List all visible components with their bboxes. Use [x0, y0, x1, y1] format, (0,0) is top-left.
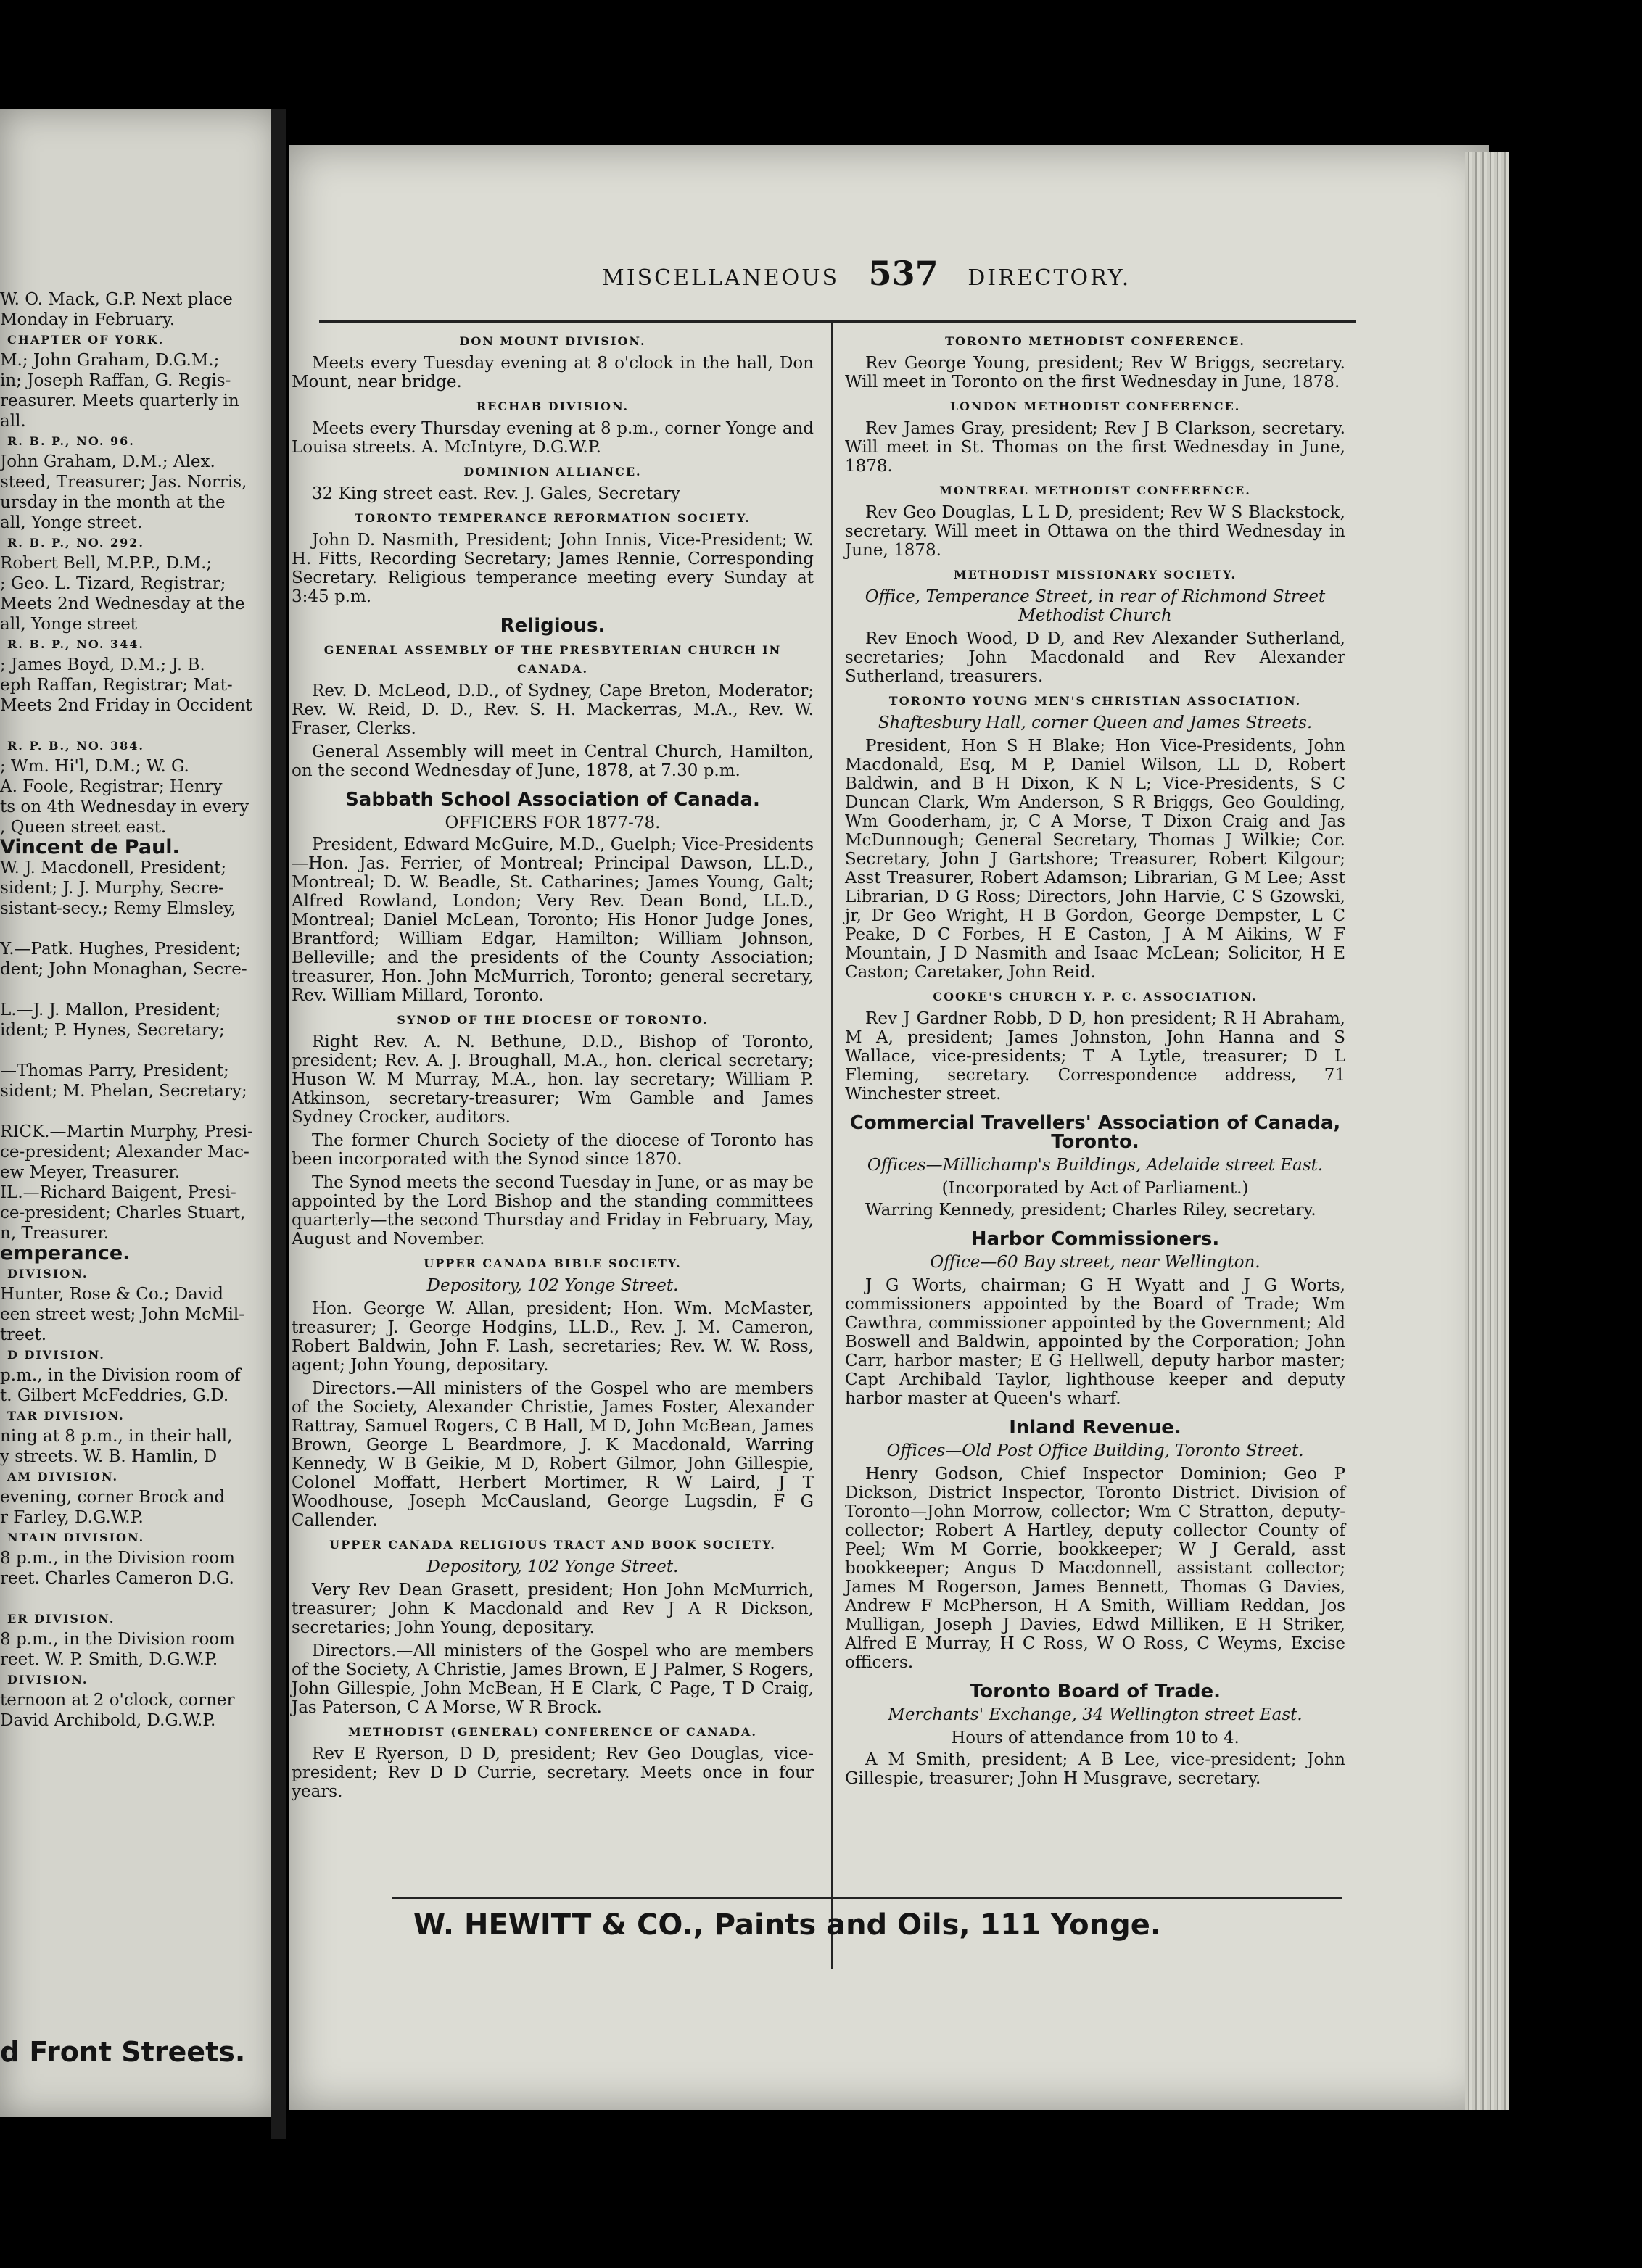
strip-line: r Farley, D.G.W.P. [0, 1508, 144, 1527]
entry-paragraph: A M Smith, president; A B Lee, vice-president; John Gillespie, treasurer; John H Musgrave, secretary. [845, 1750, 1345, 1788]
strip-line [0, 1102, 276, 1121]
header-left: MISCELLANEOUS [602, 265, 840, 291]
strip-line: ursday in the month at the [0, 493, 226, 512]
entry-paragraph: Warring Kennedy, president; Charles Riley, secretary. [865, 1201, 1316, 1220]
address-line: Depository, 102 Yonge Street. [426, 1557, 679, 1576]
strip-heading: TAR DIVISION. [7, 1409, 125, 1423]
entry-paragraph: Hon. George W. Allan, president; Hon. Wm. McMaster, treasurer; J. George Hodgins, LL.D., Rev. J. M. Cameron, Robert Baldwin, John F. Lash, secretaries; Rev. W. W. Ross, agent; John Young, depositary. [292, 1299, 814, 1375]
strip-heading: DIVISION. [7, 1267, 88, 1280]
address-line: Offices—Millichamp's Buildings, Adelaide street East. [867, 1156, 1324, 1175]
header-rule [319, 320, 1356, 323]
address-line: Offices—Old Post Office Building, Toronto Street. [886, 1441, 1304, 1460]
centered-note: OFFICERS FOR 1877-78. [445, 814, 661, 832]
strip-line [0, 1041, 276, 1060]
entry-paragraph: Rev Geo Douglas, L L D, president; Rev W S Blackstock, secretary. Will meet in Ottawa on the third Wednesday in June, 1878. [845, 503, 1345, 560]
strip-line: L.—J. J. Mallon, President; [0, 1001, 221, 1019]
main-heading: Religious. [500, 615, 606, 637]
strip-line: treet. [0, 1325, 47, 1344]
section-heading: DON MOUNT DIVISION. [459, 334, 646, 348]
entry-paragraph: Rev J Gardner Robb, D D, hon president; R H Abraham, M A, president; James Johnston, John Hanna and S Wallace, vice-presidents; T A Lytle, treasurer; D L Fleming, secretary. Correspondence address, 71 Winchester street. [845, 1009, 1345, 1104]
entry-paragraph: The Synod meets the second Tuesday in June, or as may be appointed by the Lord Bishop and the standing committees quarterly—the second Thursday and Friday in February, May, August and November. [292, 1173, 814, 1249]
strip-line: Monday in February. [0, 310, 176, 329]
strip-heading: NTAIN DIVISION. [7, 1531, 145, 1544]
entry-paragraph: Rev. D. McLeod, D.D., of Sydney, Cape Breton, Moderator; Rev. W. Reid, D. D., Rev. S. H. Mackerras, M.A., Rev. W. Fraser, Clerks. [292, 682, 814, 738]
advertisement-footer: W. HEWITT & CO., Paints and Oils, 111 Yonge. [413, 1908, 1162, 1942]
strip-line [0, 716, 276, 735]
strip-line: RICK.—Martin Murphy, Presi- [0, 1122, 253, 1141]
page-header [602, 254, 1131, 293]
strip-line: W. O. Mack, G.P. Next place [0, 290, 233, 309]
centered-note: (Incorporated by Act of Parliament.) [941, 1179, 1249, 1198]
section-heading: TORONTO METHODIST CONFERENCE. [945, 334, 1245, 348]
main-heading: Commercial Travellers' Association of Canada, Toronto. [849, 1112, 1341, 1153]
address-line: Office, Temperance Street, in rear of Richmond Street Methodist Church [865, 587, 1326, 625]
strip-line: sident; M. Phelan, Secretary; [0, 1082, 247, 1101]
entry-paragraph: President, Hon S H Blake; Hon Vice-Presidents, John Macdonald, Esq, M P, Daniel Wilson, LL D, Robert Baldwin, and B H Dixon, K N L; Vice-Presidents, S C Duncan Clark, Wm Anderson, S R Briggs, Geo Goulding, Wm Gooderham, jr, C A Morse, T Dixon Craig and Jas McDunnough; General Secretary, Thomas J Wilkie; Cor. Secretary, John J Gartshore; Treasurer, Robert Kilgour; Asst Treasurer, Robert Adamson; Librarian, G M Lee; Asst Librarian, D G Ross; Directors, John Harvie, C S Gzowski, jr, Dr Geo Wright, H B Gordon, George Dempster, L C Peake, D C Forbes, H E Caston, J A M Aikins, W F Mountain, J D Nasmith and Isaac McLean; Solicitor, H E Caston; Caretaker, John Reid. [845, 737, 1345, 982]
entry-paragraph: Very Rev Dean Grasett, president; Hon John McMurrich, treasurer; John K Macdonald and Rev J A R Dickson, secretaries; John Young, depositary. [292, 1581, 814, 1637]
strip-line: Meets 2nd Friday in Occident [0, 696, 252, 715]
strip-line [0, 980, 276, 999]
strip-main-heading: emperance. [0, 1242, 131, 1265]
strip-line: sident; J. J. Murphy, Secre- [0, 879, 224, 898]
strip-line: 8 p.m., in the Division room [0, 1549, 235, 1568]
strip-line: all, Yonge street [0, 615, 138, 634]
entry-paragraph: Henry Godson, Chief Inspector Dominion; Geo P Dickson, District Inspector, Toronto District. Division of Toronto—John Morrow, collector; Wm C Stratton, deputy-collector; Robert A Hartley, deputy collector County of Peel; Wm M Gorrie, bookkeeper; W J Gerald, asst bookkeeper; Angus D Macdonnell, assistant collector; James M Rogerson, James Bennett, Thomas G Davies, Andrew F McPherson, H A Smith, William Reddan, Jos Mulligan, Joseph J Davies, Edwd Milliken, E H Striker, Alfred E Murray, H C Ross, W O Ross, C Weyms, Excise officers. [845, 1465, 1345, 1672]
adjacent-page-footer: d Front Streets. [0, 2036, 246, 2068]
section-heading: UPPER CANADA RELIGIOUS TRACT AND BOOK SOCIETY. [329, 1538, 776, 1552]
book-gutter [271, 109, 286, 2139]
section-heading: METHODIST (GENERAL) CONFERENCE OF CANADA. [348, 1725, 757, 1739]
strip-line: IL.—Richard Baigent, Presi- [0, 1183, 236, 1202]
header-right: DIRECTORY. [968, 265, 1131, 291]
entry-paragraph: Rev Enoch Wood, D D, and Rev Alexander Sutherland, secretaries; John Macdonald and Rev Alexander Sutherland, treasurers. [845, 629, 1345, 686]
strip-line: ternoon at 2 o'clock, corner [0, 1691, 235, 1710]
adjacent-page-text [0, 290, 276, 1731]
column-divider [831, 323, 833, 1969]
footer-rule [392, 1897, 1342, 1899]
strip-line: ning at 8 p.m., in their hall, [0, 1427, 233, 1446]
entry-paragraph: Meets every Tuesday evening at 8 o'clock in the hall, Don Mount, near bridge. [292, 354, 814, 392]
strip-line: in; Joseph Raffan, G. Regis- [0, 371, 231, 390]
section-heading: UPPER CANADA BIBLE SOCIETY. [424, 1257, 682, 1270]
strip-line: Y.—Patk. Hughes, President; [0, 940, 242, 959]
centered-note: Hours of attendance from 10 to 4. [951, 1729, 1239, 1747]
strip-line: een street west; John McMil- [0, 1305, 245, 1324]
address-line: Merchants' Exchange, 34 Wellington street East. [888, 1705, 1303, 1724]
strip-line: all, Yonge street. [0, 513, 143, 532]
strip-main-heading: Vincent de Paul. [0, 836, 180, 858]
page-number: 537 [868, 254, 938, 293]
page-edges [1465, 152, 1509, 2110]
entry-paragraph: Meets every Thursday evening at 8 p.m., corner Yonge and Louisa streets. A. McIntyre, D.G.W.P. [292, 419, 814, 457]
section-heading: LONDON METHODIST CONFERENCE. [949, 400, 1241, 413]
strip-line [0, 1589, 276, 1608]
main-heading: Inland Revenue. [1009, 1417, 1181, 1439]
strip-line: t. Gilbert McFeddries, G.D. [0, 1386, 229, 1405]
strip-line: reet. W. P. Smith, D.G.W.P. [0, 1650, 218, 1669]
strip-line: reet. Charles Cameron D.G. [0, 1569, 234, 1588]
strip-heading: R. P. B., NO. 384. [7, 739, 144, 753]
strip-line: Robert Bell, M.P.P., D.M.; [0, 554, 213, 573]
strip-line: —Thomas Parry, President; [0, 1061, 229, 1080]
strip-line: David Archibold, D.G.W.P. [0, 1711, 216, 1730]
address-line: Depository, 102 Yonge Street. [426, 1276, 679, 1295]
strip-line: 8 p.m., in the Division room [0, 1630, 235, 1649]
strip-line: ; James Boyd, D.M.; J. B. [0, 655, 205, 674]
strip-line: reasurer. Meets quarterly in [0, 392, 239, 410]
strip-line: W. J. Macdonell, President; [0, 858, 227, 877]
address-line: Office—60 Bay street, near Wellington. [930, 1253, 1261, 1272]
entry-paragraph: General Assembly will meet in Central Church, Hamilton, on the second Wednesday of June, 1878, at 7.30 p.m. [292, 742, 814, 780]
main-heading: Sabbath School Association of Canada. [345, 789, 760, 811]
section-heading: METHODIST MISSIONARY SOCIETY. [953, 568, 1237, 582]
section-heading: DOMINION ALLIANCE. [463, 465, 642, 479]
strip-line: p.m., in the Division room of [0, 1366, 241, 1385]
strip-heading: R. B. P., NO. 292. [7, 536, 144, 550]
strip-line: n, Treasurer. [0, 1224, 110, 1243]
strip-heading: DIVISION. [7, 1673, 88, 1686]
strip-line: John Graham, D.M.; Alex. [0, 452, 215, 471]
entry-paragraph: Directors.—All ministers of the Gospel who are members of the Society, Alexander Christie, James Foster, Alexander Rattray, Samuel Rogers, C B Hall, M D, John McBean, James Brown, George L Beardmore, J. K Macdonald, Warring Kennedy, W B Geikie, M D, Robert Gilmor, John Gillespie, Colonel Moffatt, Herbert Mortimer, R W Laird, J T Woodhouse, Joseph McCausland, George Lugsdin, F G Callender. [292, 1379, 814, 1530]
strip-line: ce-president; Charles Stuart, [0, 1204, 246, 1222]
adjacent-page-strip [0, 109, 279, 2117]
strip-heading: R. B. P., NO. 96. [7, 434, 135, 448]
strip-heading: R. B. P., NO. 344. [7, 637, 144, 651]
strip-heading: ER DIVISION. [7, 1612, 115, 1626]
strip-line: ew Meyer, Treasurer. [0, 1163, 181, 1182]
strip-line: y streets. W. B. Hamlin, D [0, 1447, 218, 1466]
strip-line: eph Raffan, Registrar; Mat- [0, 676, 233, 695]
strip-line: sistant-secy.; Remy Elmsley, [0, 899, 236, 918]
section-heading: RECHAB DIVISION. [476, 400, 630, 413]
strip-line: evening, corner Brock and [0, 1488, 226, 1507]
entry-paragraph: Rev James Gray, president; Rev J B Clarkson, secretary. Will meet in St. Thomas on the first Wednesday in June, 1878. [845, 419, 1345, 476]
right-column [845, 326, 1345, 1792]
entry-paragraph: President, Edward McGuire, M.D., Guelph; Vice-Presidents—Hon. Jas. Ferrier, of Montreal; Principal Dawson, LL.D., Montreal; D. W. Beadle, St. Catharines; James Young, Galt; Alfred Rowland, London; Very Rev. Dean Bond, LL.D., Montreal; Daniel McLean, Toronto; His Honor Judge Jones, Brantford; William Edgar, Hamilton; William Johnson, Belleville; and the presidents of the County Association; treasurer, Hon. John McMurrich, Toronto; general secretary, Rev. William Millard, Toronto. [292, 835, 814, 1005]
section-heading: SYNOD OF THE DIOCESE OF TORONTO. [397, 1013, 709, 1027]
strip-line: all. [0, 412, 26, 431]
entry-paragraph: Rev George Young, president; Rev W Briggs, secretary. Will meet in Toronto on the first Wednesday in June, 1878. [845, 354, 1345, 392]
strip-line: M.; John Graham, D.G.M.; [0, 351, 220, 370]
section-heading: MONTREAL METHODIST CONFERENCE. [939, 484, 1251, 497]
entry-paragraph: J G Worts, chairman; G H Wyatt and J G Worts, commissioners appointed by the Board of Trade; Wm Cawthra, commissioner appointed by the Government; Ald Boswell and Baldwin, appointed by the Corporation; John Carr, harbor master; E G Hellwell, deputy harbor master; Capt Archibald Taylor, lighthouse keeper and deputy harbor master at Queen's wharf. [845, 1276, 1345, 1408]
section-heading: COOKE'S CHURCH Y. P. C. ASSOCIATION. [933, 990, 1258, 1003]
strip-line: ts on 4th Wednesday in every [0, 798, 249, 816]
entry-paragraph: John D. Nasmith, President; John Innis, Vice-President; W. H. Fitts, Recording Secretary; James Rennie, Corresponding Secretary. Religious temperance meeting every Sunday at 3:45 p.m. [292, 531, 814, 606]
section-heading: TORONTO YOUNG MEN'S CHRISTIAN ASSOCIATION. [888, 694, 1302, 708]
entry-paragraph: Right Rev. A. N. Bethune, D.D., Bishop of Toronto, president; Rev. A. J. Broughall, M.A., hon. clerical secretary; Huson W. M Murray, M.A., hon. lay secretary; William P. Atkinson, secretary-treasurer; Wm Gamble and James Sydney Crocker, auditors. [292, 1032, 814, 1127]
strip-line: dent; John Monaghan, Secre- [0, 960, 247, 979]
strip-line [0, 919, 276, 938]
strip-line: , Queen street east. [0, 818, 167, 837]
strip-line: ; Wm. Hi'l, D.M.; W. G. [0, 757, 189, 776]
strip-line: ident; P. Hynes, Secretary; [0, 1021, 225, 1040]
strip-line: ce-president; Alexander Mac- [0, 1143, 249, 1162]
entry-paragraph: Directors.—All ministers of the Gospel who are members of the Society, A Christie, James Brown, E J Palmer, S Rogers, John Gillespie, John McBean, H E Clark, C Page, T D Craig, Jas Paterson, C A Morse, W R Brock. [292, 1642, 814, 1717]
address-line: Shaftesbury Hall, corner Queen and James Streets. [878, 713, 1313, 732]
main-heading: Toronto Board of Trade. [970, 1681, 1221, 1702]
strip-line: steed, Treasurer; Jas. Norris, [0, 473, 247, 492]
strip-heading: AM DIVISION. [7, 1470, 119, 1483]
strip-heading: D DIVISION. [7, 1348, 105, 1362]
strip-line: Hunter, Rose & Co.; David [0, 1285, 223, 1304]
strip-line: Meets 2nd Wednesday at the [0, 595, 245, 613]
section-heading: TORONTO TEMPERANCE REFORMATION SOCIETY. [355, 511, 751, 525]
strip-line: ; Geo. L. Tizard, Registrar; [0, 574, 226, 593]
section-heading: GENERAL ASSEMBLY OF THE PRESBYTERIAN CHURCH IN CANADA. [323, 643, 782, 676]
strip-line: A. Foole, Registrar; Henry [0, 777, 223, 796]
entry-paragraph: 32 King street east. Rev. J. Gales, Secretary [312, 484, 680, 503]
entry-paragraph: The former Church Society of the diocese of Toronto has been incorporated with the Synod since 1870. [292, 1131, 814, 1169]
strip-heading: CHAPTER OF YORK. [7, 333, 165, 347]
main-heading: Harbor Commissioners. [970, 1228, 1220, 1250]
entry-paragraph: Rev E Ryerson, D D, president; Rev Geo Douglas, vice-president; Rev D D Currie, secretary. Meets once in four years. [292, 1745, 814, 1801]
left-column [292, 326, 814, 1805]
